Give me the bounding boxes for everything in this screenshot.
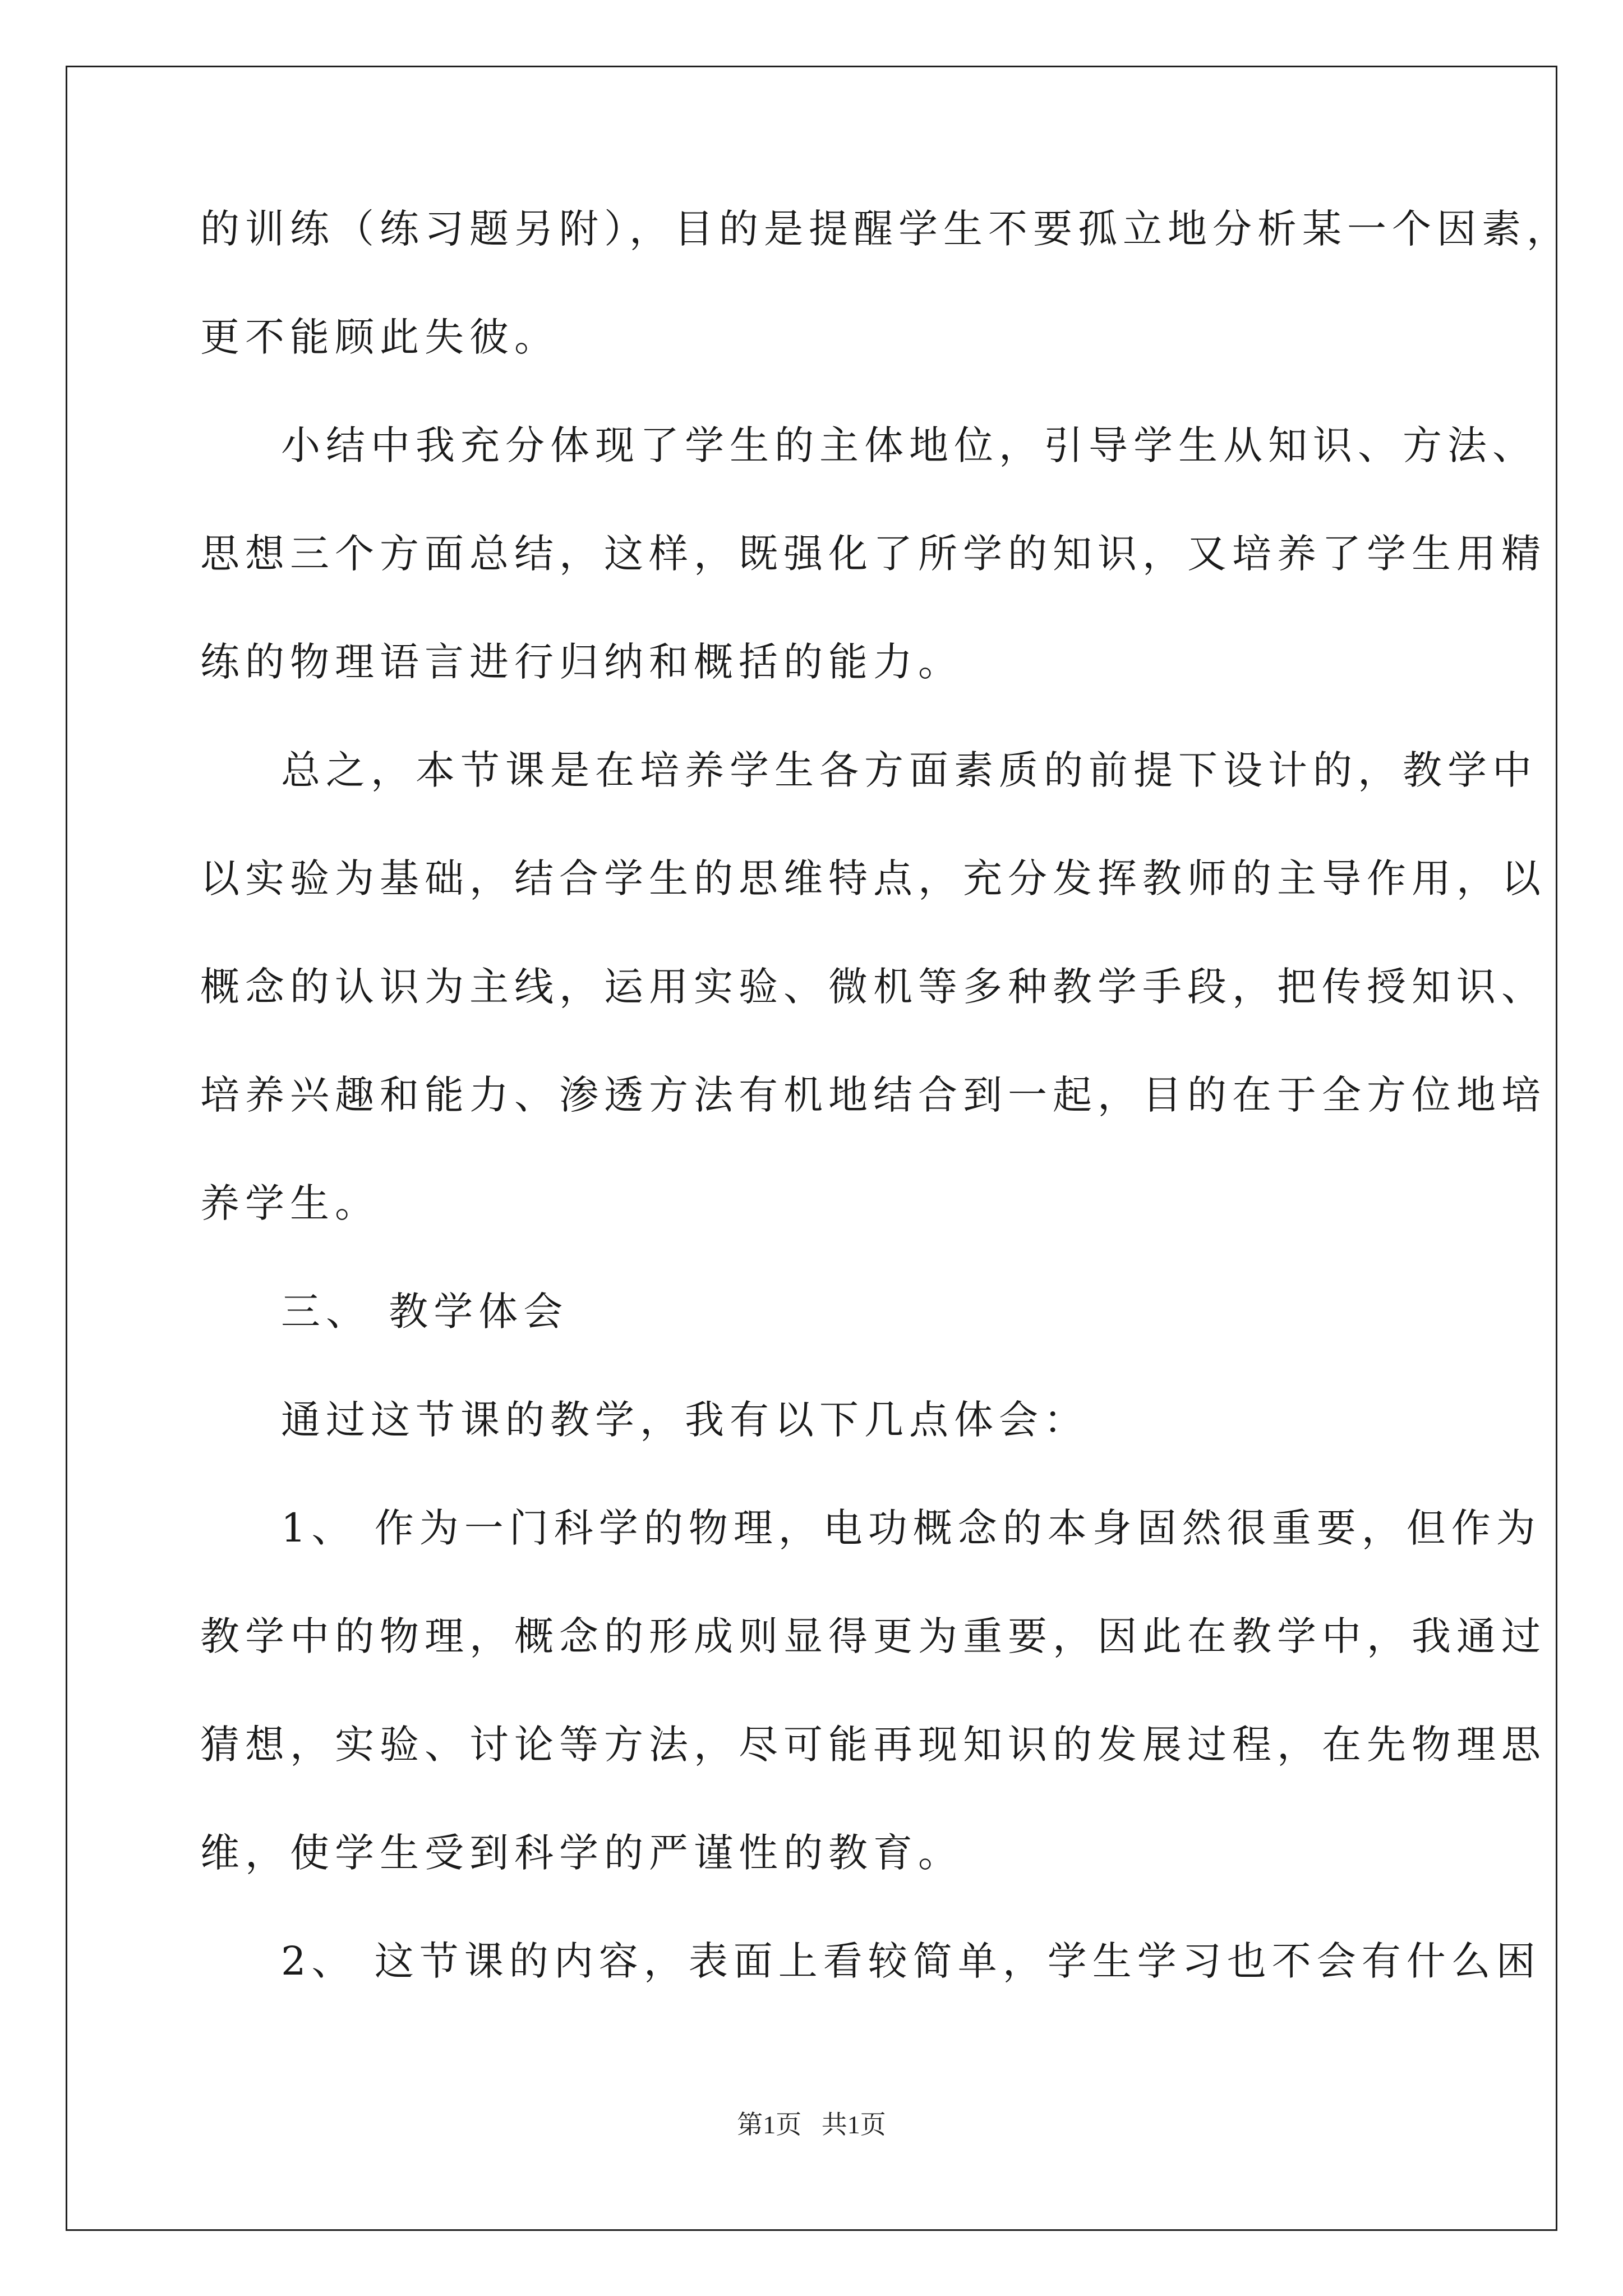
text-line: 维，使学生受到科学的严谨性的教育。 <box>200 1830 963 1876</box>
text-line: 总之，本节课是在培养学生各方面素质的前提下设计的，教学中 <box>281 747 1537 793</box>
page-number-current: 第1页 <box>737 2110 802 2139</box>
text-line: 练的物理语言进行归纳和概括的能力。 <box>200 639 963 685</box>
list-item-text: 1、 作为一门科学的物理，电功概念的本身固然很重要，但作为 <box>281 1505 1541 1551</box>
text-line: 养学生。 <box>200 1180 380 1226</box>
text-line: 小结中我充分体现了学生的主体地位，引导学生从知识、方法、 <box>281 422 1537 468</box>
text-line: 猜想，实验、讨论等方法，尽可能再现知识的发展过程，在先物理思 <box>200 1722 1546 1768</box>
text-line: 思想三个方面总结，这样，既强化了所学的知识，又培养了学生用精 <box>200 531 1546 577</box>
text-line: 教学中的物理，概念的形成则显得更为重要，因此在教学中，我通过 <box>200 1613 1546 1659</box>
text-line: 概念的认识为主线，运用实验、微机等多种教学手段，把传授知识、 <box>200 964 1546 1010</box>
text-line: 通过这节课的教学，我有以下几点体会： <box>281 1397 1089 1443</box>
text-line: 培养兴趣和能力、渗透方法有机地结合到一起，目的在于全方位地培 <box>200 1072 1546 1118</box>
page-footer <box>0 2108 1623 2142</box>
page-border <box>66 66 1557 2231</box>
section-heading: 三、 教学体会 <box>281 1289 569 1335</box>
text-line: 以实验为基础，结合学生的思维特点，充分发挥教师的主导作用，以 <box>200 855 1546 901</box>
text-line: 更不能顾此失彼。 <box>200 314 559 360</box>
page-number-total: 共1页 <box>821 2110 886 2139</box>
text-line: 的训练（练习题另附），目的是提醒学生不要孤立地分析某一个因素， <box>200 206 1571 252</box>
list-item-text: 2、 这节课的内容，表面上看较简单，学生学习也不会有什么困 <box>281 1938 1541 1984</box>
